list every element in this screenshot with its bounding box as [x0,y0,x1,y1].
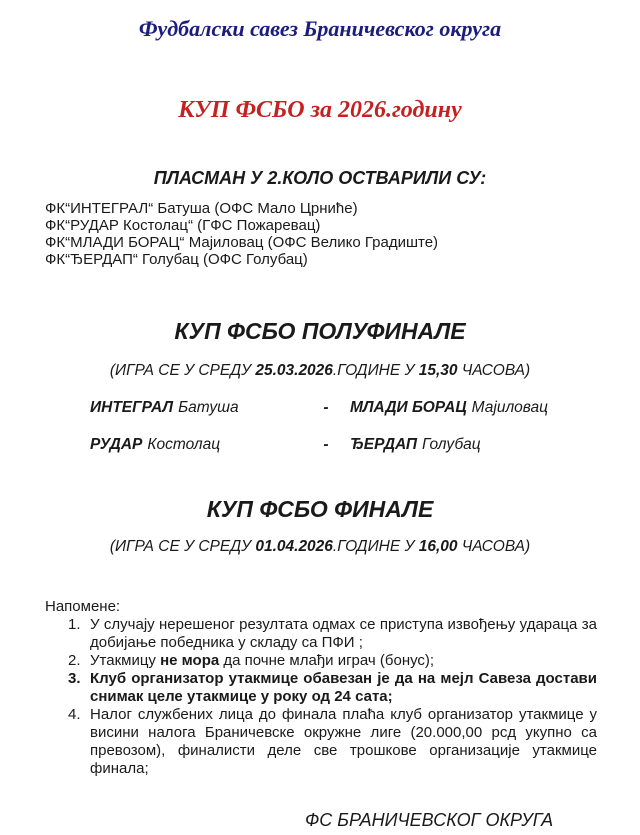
home-team-name: ИНТЕГРАЛ [90,399,174,416]
note-number: 2. [68,652,81,669]
match-separator: - [323,399,329,416]
note-text [90,706,597,778]
note-number: 4. [68,706,81,723]
club-item: ФК“ИНТЕГРАЛ“ Батуша (ОФС Мало Црниће) [45,200,358,217]
away-team-name: МЛАДИ БОРАЦ [350,399,467,416]
qualified-club-list [45,200,640,268]
note-segment-bold: не мора [160,652,220,669]
schedule-text: ЧАСОВА) [457,362,531,379]
schedule-text: ЧАСОВА) [457,538,531,555]
note-text [90,670,597,706]
away-team-name: ЂЕРДАП [350,436,417,453]
semifinal-heading: КУП ФСБО ПОЛУФИНАЛЕ [174,318,466,344]
note-segment: Налог службених лица до финала плаћа клуб организатор утакмице у висини налога Браничевске окружне лиге (20.000,00 рсд укупно са превозом), финалисти деле све трошкове организације утакмице финала; [90,706,597,777]
note-segment: да почне млађи играч (бонус); [219,652,435,669]
organization-title: Фудбалски савез Браничевског округа [138,16,502,41]
schedule-date: 25.03.2026 [255,362,333,379]
note-segment-bold: Клуб организатор утакмице обавезан је да на мејл Савеза достави снимак целе утакмице у року од 24 сата; [90,670,597,705]
notes-section [45,598,597,778]
home-team-place: Костолац [147,436,221,453]
schedule-text: (ИГРА СЕ У СРЕДУ [109,538,256,555]
match-away [350,435,481,454]
note-item [68,652,597,670]
semifinal-schedule [0,361,640,380]
note-text [90,616,597,652]
semifinal-matches [0,398,640,454]
final-schedule [0,537,640,556]
note-segment: У случају нерешеног резултата одмах се приступа извођењу удараца за добијање победника у складу са ПФИ ; [90,616,597,651]
notes-heading: Напомене: [45,598,121,615]
note-number: 3. [68,670,81,687]
match-home [90,435,302,454]
club-item: ФК“МЛАДИ БОРАЦ“ Мајиловац (ОФС Велико Градиште) [45,234,439,251]
schedule-date: 01.04.2026 [255,538,333,555]
schedule-text: .ГОДИНЕ У [332,362,419,379]
match-row [90,435,640,454]
footer [305,810,640,831]
placement-heading: ПЛАСМАН У 2.КОЛО ОСТВАРИЛИ СУ: [153,168,487,188]
club-item: ФК“РУДАР Костолац“ (ГФС Пожаревац) [45,217,321,234]
schedule-text: (ИГРА СЕ У СРЕДУ [109,362,256,379]
away-team-place: Голубац [421,436,481,453]
away-team-place: Мајиловац [471,399,549,416]
note-segment: Утакмицу [90,652,161,669]
note-text [90,652,597,670]
final-heading: КУП ФСБО ФИНАЛЕ [206,496,434,522]
note-number: 1. [68,616,81,633]
match-separator: - [323,436,329,453]
match-row [90,398,640,417]
club-item: ФК“ЂЕРДАП“ Голубац (ОФС Голубац) [45,251,308,268]
document-title: КУП ФСБО за 2026.годину [178,97,462,123]
schedule-time: 15,30 [418,362,458,379]
schedule-time: 16,00 [418,538,458,555]
note-item [68,616,597,652]
note-item [68,706,597,778]
match-away [350,398,548,417]
schedule-text: .ГОДИНЕ У [332,538,419,555]
match-home [90,398,302,417]
home-team-place: Батуша [178,399,239,416]
home-team-name: РУДАР [90,436,143,453]
note-item [68,670,597,706]
footer-signature: ФС БРАНИЧЕВСКОГ ОКРУГА [305,810,554,830]
